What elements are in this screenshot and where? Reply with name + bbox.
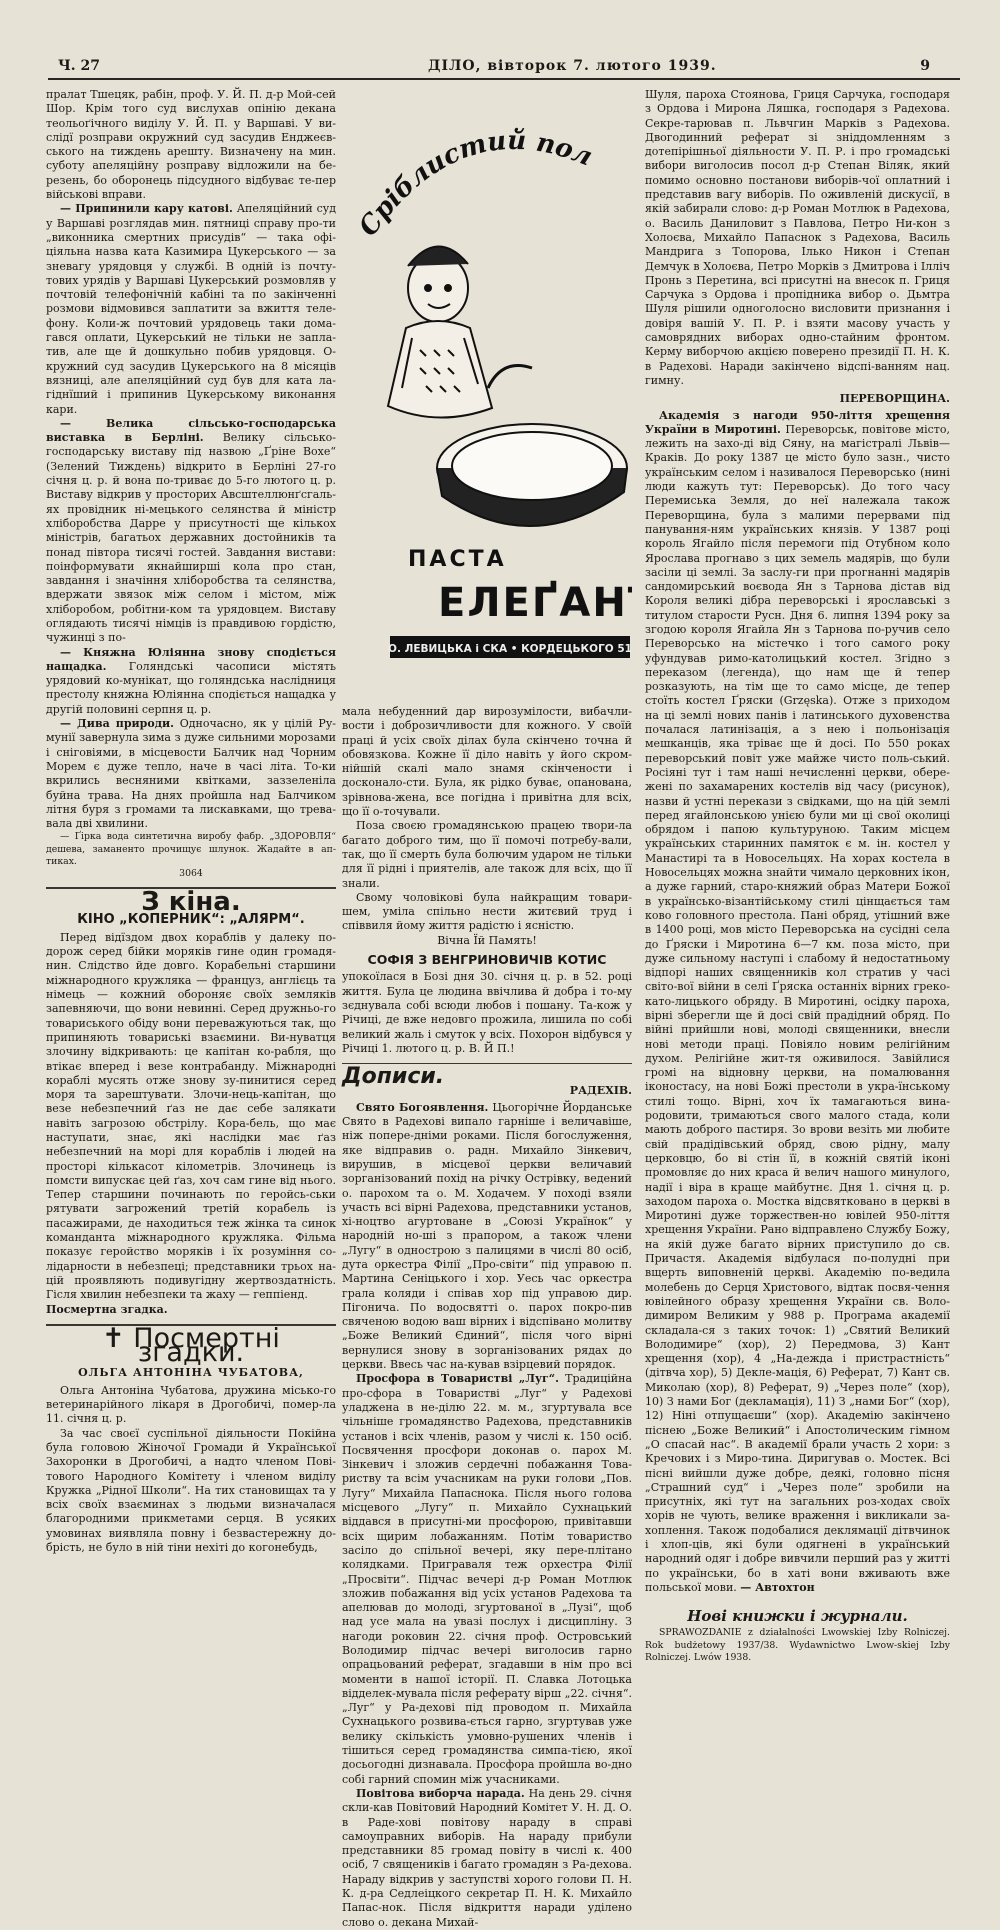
memory-phrase: Вічна Їй Память! [437, 933, 537, 947]
obituary-olga-continuation: мала небуденний дар вирозумілости, вибачли-вости і доброзичливости для кожного. У своїй праці й усіх своїх ділах була скінчено точна й обовязкова. Кожне її діло навіть у його скром-нійшій скалі мало знамя скінчености і досконало-сти. Була, як рідко буває, опанована, зрівнова-жена, все погідна і привітна для всіх, що її о-точували. [342, 705, 632, 819]
ad-slogan: Сріблистий пол [353, 125, 597, 242]
cinema-section-heading: З кіна. [141, 887, 241, 918]
ad-brand-line2: ЕЛЕҐАН [438, 580, 628, 626]
obituary-olga-p3: Поза своєю громадянською працею твори-ла багато доброго тим, що її помочі потребу-вали, так, що її смерть була болючим ударом не тільки для її рідні і приятелів, але також для всіх, що її знали. [342, 819, 632, 890]
report-prosfora-text: Традиційна про-сфора в Товаристві „Луг“ у Радехові уладжена в не-ділю 22. м. м., згуртувала все чільніше громадянство Радехова, представників установ і всіх членів, разом у числі к. 150 осіб. Посвячення просфори доконав о. парох М. Зінкевич і зложив сердечні побажання Това-риству та всім учасникам на руки голови „Пов. Лугу“ Михайла Папаснока. Після нього голова місцевого „Лугу“ п. Михайло Сухнацький віддався в присутні-ми просфорою, привітавши всіх щирим лобажанням. Потім товариство засіло до спільної вечері, яку пере-плітано колядками. Приграваля теж орхестра Філії „Просвіти“. Підчас вечері д-р Роман Мотлюк зложив побажання від усіх установ Радехова та апелював до молоді, згуртованої в „Лузі“, щоб над усе мала на увазі послух і дисципліну. З нагоди роковин 22. січня проф. Островський Володимир підчас вечері виголосив гарно опрацьований реферат, згадавши в нім про всі моменти в нашої історії. П. Славка Лотоцька відделек-мувала після реферату вірш „22. січня“. „Луг“ у Ра-дехові під проводом п. Михайла Сухнацького розвива-ється гарно, згуртував уже велику скількість умовно-рушених членів і тішиться серед громадянства симпа-тією, якої досьогодні дизнавала. Просфора пройшла во-дно собі гарний спомин між учасниками. [342, 1372, 633, 1786]
cinema-review-text: Перед відїздом двох кораблів у далеку по-дорож серед бійки моряків гине один громадя-нин. Слідство йде довго. Корабельні старшини міжнародного кружляка — француз, англієць та німець — кожний обороняє своїх земляків запевняючи, що вони невинні. Серед дружньо-го товариського обіду вони переважуються так, що припиняють товариські взаємини. Ви-нуватця злочину відкривають: це капітан ко-рабля, що втікає вперед і везе контрабанду. Міжнародні кораблі мусять отже знову зу-пинитися серед моря та зарештувати. Злочи-нець-капітан, що везе небезпечний ґаз не дає себе залякати навіть загрозою обстрілу. Кора-бель, що має наступати, знає, які наслідки має ґаз небезпечний на морі для кораблів і людей на просторі кількасот кілометрів. Злочинець із помсти випускає цей ґаз, хоч сам гине від нього. Тепер старшини починають по геройсь-ськи рятувати загрожений третій корабель із пасажирами, де находиться теж жінка та синок команданта міжнародного кружляка. Фільма показує геройство моряків і їх розуміння со-лідарности в небезпеці; представники трьох на-цій проявляють подивугідну жертвоздатність. Гісля хвилин небезпеки та жаху — геппіенд. [46, 930, 336, 1302]
news-exhibition [46, 417, 336, 646]
paper-dateline: ДІЛО, вівторок 7. лютого 1939. [428, 58, 717, 74]
issue-number: Ч. 27 [58, 58, 101, 74]
column-right [645, 88, 950, 1663]
obituary-name-olga: ОЛЬГА АНТОНІНА ЧУБАТОВА, [78, 1366, 304, 1380]
report-election-meeting-title: Повітова виборча нарада. [356, 1786, 525, 1800]
news-juliana-text: Голяндські часописи містять урядовий ко-мунікат, що голяндська наслідниця престолу княжна Юліянна сподіється нащадка у другій половині серпня ц. р. [46, 659, 337, 716]
news-nature [46, 717, 336, 831]
dateline-radekhiv: РАДЕХІВ. [569, 1084, 632, 1098]
classified-ad-number: 3064 [179, 868, 203, 880]
news-nature-title: — Дива природи. [60, 717, 175, 731]
obituary-name-sofia: СОФІЯ З ВЕНГРИНОВИЧІВ КОТИС [367, 952, 607, 968]
new-books-heading: Нові книжки і журнали. [687, 1607, 908, 1626]
report-epiphany-title: Свято Богоявлення. [356, 1100, 489, 1114]
report-prosfora [342, 1372, 632, 1787]
report-prosfora-title: Просфора в Товаристві „Луг“. [356, 1372, 559, 1386]
page-header [48, 56, 960, 80]
report-epiphany-text: Цьогорічне Йорданське Свято в Радехові випало гарніше і величавіше, ніж попере-дніми роками. Після богослуження, яке відправив о. радн. Михайло Зінкевич, вирушив, в місцевої церкви величавий зорганізований похід на річку Острівку, ведений о. парохом та о. М. Ходачем. У поході взяли участь всі вірні Радехова, представники установ, хі-ноцтво агуртоване в „Союзі Українок“ у народній но-шi з прапором, а також члени „Лугу“ в однострою з палицями в числі 80 осіб, дута оркестра Філії „Про-світи“ під управою п. Мартина Сеніцького і хор. Уесь час оркестра грала коляди і співав хор під управою дир. Пігонича. По водосвятті о. парох покро-пив свяченою водою ваш вірних і відспівано молитву „Боже Великий Єдиний“, після чого вірні вернулися знову в зорганізованих рядах до церкви. Ввесь час на-кував взірцевий порядок. [342, 1100, 633, 1372]
report-election-meeting-text: На день 29. січня скли-кав Повітовий Народний Комітет У. Н. Д. О. в Раде-хові повітову нараду в справі самоуправних виборів. На нараду прибули представники 85 громад повіту в числі к. 400 осіб, 7 священиків і багато громадян з Ра-дехова. Нараду відкрив у заступстві хорого голови П. Н. К. д-ра Седлеіцкого секретар П. Н. К. Михайло Папас-нок. Після відкриття наради уділено слово о. декана Михай- [342, 1786, 632, 1929]
boy-figure [388, 246, 532, 417]
cross-icon: ✝ [102, 1322, 125, 1354]
report-epiphany [342, 1101, 632, 1373]
obituary-olga-p4: Свому чоловікові була найкращим товари-шем, уміла спільно нести житєвий труд і співвиля йому життя радістю і ясністю. [342, 890, 632, 933]
obituary-olga-p2: За час своєї суспільної діяльности Покійна була головою Жіночої Громади й Української Захоронки в Дрогобичі, а надто членом Пові-тового Народного Комітету і членом виділу Кружка „Рідної Школи“. На тих становищах та у всіх своїх взаєминах з людьми визначалася благородними прикметами серця. В усяких умовинах виявляла повну і безвастережну до-брість, не було в ній тіни нехіті до когонебудь, [46, 1426, 336, 1555]
news-exhibition-title: — Велика сільсько-господарська виставка в Берліні. [46, 416, 336, 445]
news-juliana [46, 646, 336, 717]
column-middle [342, 705, 633, 1929]
obituaries-heading-text: Посмертні згадки. [133, 1322, 280, 1369]
cinema-review-title: КІНО „КОПЕРНИК“: „АЛЯРМ“. [77, 911, 305, 927]
cinema-review-signature: Посмертна згадка. [46, 1302, 168, 1316]
report-academy-author: — Автохтон [740, 1580, 815, 1594]
polish-tin [437, 424, 627, 526]
news-kat-text: Апеляційний суд у Варшаві розглядав мин. пятниці справу про-ти „виконника смертних присудів“ — така офі-ціяльна назва ката Казимира Цукерського — за зневагу урядовця у службі. В одній із почту-тових урядів у Варшаві Цукерський розмовляв у почтовій телефонічній кабіні та по закінченні розмови відмовився заплатити за вжиття теле-фону. Коли-ж почтовий урядовець таки дома-гався оплати, Цукерський не тільки не запла-тив, але ще й дошкульно побив урядовця. О-кружний суд засудив Цукерського на 8 місяців вязниці, але апеляційний суд був для ката ла-гіднїший і припинив Цукерському виконання кари. [46, 202, 337, 416]
news-nature-text: Одночасно, як у цілій Ру-мунії завернула зима з дуже сильними морозами і сніговіями, в місцевости Балчик над Чорним Морем є дуже тепло, наче в часі літа. То-ки вкрились весняними квітками, заззеленіла буйна трава. На днях пройшла над Балчиком літня буря з громами та лискавками, що трева-вала дві хвилини. [46, 717, 337, 831]
news-kat [46, 202, 336, 416]
report-academy [645, 409, 950, 1596]
news-kat-title: — Припинили кару катові. [60, 202, 233, 216]
book-listing: SPRAWOZDANIE z działalności Lwowskiej Izby Rolniczej. Rok budżetowy 1937/38. Wydawnictwo Lwow-skiej Izby Rolniczej. Lwów 1938. [645, 1627, 950, 1663]
article-continuation: пралат Тшецяк, рабін, проф. У. Й. П. д-р Мой-сей Шор. Крім того суд вислухав опінію декана теольоґічного виділу У. Й. П. у Варшаві. У ви-слідї розправи окружний суд засудив Енджеєв-ського на тиждень арешту. Визначену на мин. суботу апеляційну розправу відложили на бе-резень, бо оборонець підсудного відбуває те-пер військові вправи. [46, 88, 336, 202]
obituary-olga-p1: Ольга Антоніна Чубатова, дружина місько-го ветеринарійного лікаря в Дрогобичі, помер-ла 11. січня ц. р. [46, 1383, 336, 1426]
obituary-sofia-text: упокоїлася в Бозі дня 30. січня ц. р. в 52. році життя. Була це людина ввічлива й добра і то-му зєднувала собі всюди любов і пошану. Та-кож у Річиці, де вже недовго прожила, лишила по собі великий жаль і смуток у всіх. Похорон відбувся у Річиці 1. лютого ц. р. В. Й П.! [342, 970, 632, 1055]
classified-ad: — Ґірка вода синтетична виробу фабр. „ЗДОРОВЛЯ“ дешева, заманенто прочищує шлунок. Жадайте в ап-тиках. [46, 831, 336, 867]
report-election-continuation: Шуля, пароха Стоянова, Гриця Сарчука, господаря з Ордова і Мирона Ляшка, господаря з Радехова. Секре-тарював п. Львчгин Марків з Радехова. Двогодинний реферат зі зніддомленням з дотепірішньої діяльности У. П. Р. і про громадські вибори виголосив посол д-р Степан Віляк, який помимо основно постанови виборів-чої оплатний і представив вагу виборів. По оживленій дискусії, в якій забирали слово: д-р Роман Мотлюк в Радехова, о. Василь Даниловит з Павлова, Петро Ни-кон з Холоєва, Михайло Папаснок з Радехова, Василь Мандрига з Топорова, Ілько Никон і Степан Демчук в Холоєва, Петро Морків з Дмитрова і Ілліч Пронь з Перетина, всі присутні на внесок п. Гриця Сарчука з Ордова і пропідника вибор о. Дьмтра Шуля рішили одноголосно висловити признання і довіря вашій У. П. Р. і взяти масову участь у самоврядних виборах одно-стайним фронтом. Керму виборчою акцією поверено президії П. Н. К. в Радехові. Наради закінчено відспі-ванням нац. гимну. [645, 88, 950, 387]
dateline-perevorshchyna: ПЕРЕВОРЩИНА. [839, 392, 950, 406]
correspondence-heading: Дописи. [342, 1064, 445, 1090]
report-election-meeting [342, 1787, 632, 1930]
page-number: 9 [920, 58, 930, 74]
ad-maker: О. ЛЕВИЦЬКА і СКА • КОРДЕЦЬКОГО 51 [388, 643, 632, 655]
column-left [46, 88, 337, 1555]
news-juliana-title: — Княжна Юліянна знову сподіється нащадка. [46, 645, 336, 673]
ad-brand-line1: ПАСТА [408, 547, 507, 572]
advertisement-elegant-paste [342, 88, 632, 692]
report-academy-title: Академія з нагоди 950-ліття хрещення України в Миротині. [645, 408, 950, 436]
ad-illustration [342, 88, 632, 692]
report-academy-text: Переворськ, повітове місто, лежить на захо-ді від Сяну, на магістралі Львів—Краків. До року 1387 це місто було зазн., чисто українським селом і називалося Переворсько (нині люди кажуть тут: Переворськ). До того часу Перемиська Земля, до неї належала також Переворщина, була з малими перервами під панування-ням українських князів. У 1387 році король Ягайло після перемоги під Отубном коло Ярослава прогнаво з цих земель мадярів, що були засіли ці землі. За заслу-ги при прогнанні мадярів сандомирський воєвода Ян з Тарнова дістав від Короля великі дібра переворські і ярославські з титулом старости Русн. Дня 6. липня 1394 року за згодою короля Ягайла Ян з Тарнова по-ручив селo Переворсько на містечко і того самого року уфундував римо-католицький костел. Згідно з переказом (легенда), що нам ще й тепер розказують, на тім ще то само місце, де тепер стоїть костел Ґряски (Grzęska). Отже з приходом на ці землі нових панів і латинського духовенства почалася латинізація, а з нею і польонізація мешканців, яка тріває ще й досі. По 550 роках переворський повіт уже майже чисто поль-ський. Росіяні тут і там наші нечисленні церкви, обере-жені по захамарених костелів від часу (рисунок), назви й устні перекази з свідками, що на цій землі перед ягайлонською унією були ми ці свої околиці обрядом і папою культуруною. Таким місцем українських старинних памяток є м. ін. костел у Манастирі та в Новосельцях. На хорах костела в Новосельцях можна знайти чимало церковних ікон, а дуже гарний, старо-княжий образ Матери Божої в українсько-візантійському стилі цінщається там ково головного престола. Пані обряд, утішний вже в 1400 році, мов місто Переворська на сусідні села до Ґряски і Миротина 6—7 км. поза місто, при дуже сильному наступі і слабому й недостатньому відпорі наших священників кол стратив у часі світо-вої війни в селі Ґряска останніх вірних греко-като-лицького обряду. В Миротині, осідку пароха, вірні зберегли ще й досі свій прадідний обряд. По війні прийшли нові, молоді священники, внесли нові методи праці. Повіяло новим релігійним духом. Релігійне жит-тя оживилося. Завійлися громі на відновну церкви, на помалювання іконостасу, на нові Божі престоли в укра-їнському стилі тощо. Вірні, хоч їх тамагаються вина-родовити, тримаються свого малого стада, коли мають доброго пастиря. Зо врови везіть ми любите свій прадідівський обряд, свою рідну, малу церковцю, бо ві стін її, в кожній святій іконі промовляє до них краса й велич нашого минулого, надії і віра в краще майбутнє. Дня 1. січня ц. р. заходом пароха о. Мостка відсвятковано в церкві в Миротині дуже торжествен-но ювілей 950-ліття хрещення України. Рано відправлено Службу Божу, на якій дуже багато вірних приступило до св. Причастя. Академія відбулася по-полудні при вщерть виповненій церкві. Академію по-ведила молебень до Серця Христового, відтак посвя-чення ювілейного образу хрещення України св. Воло-димиром Великим у 988 р. Програма академії складала-ся з таких точок: 1) „Святий Великий Володимире“ (хор), 2) Передмова, 3) Кант хрещення (хор), 4 „На-дежда і пристрастність“ (дітвча хор), 5) Декле-мація, 6) Реферат, 7) Кант св. Миколаю (хор), 8) Реферат, 9) „Через поле“ (хор), 10) З нами Бог (декламація), 11) З „нами Бог“ (хор), 12) Ніні отпущаєши“ (хор). Академію закінчено піснею „Боже Великий“ і Апостолическим гімном „О спасай нас“. В академії брали участь 2 хори: з Кречових і з Миро-тина. Диригував о. Мостек. Всі пісні вийшли дуже добре, деякі, головно пісня „Страшний суд“ і „Через поле“ зробили на присутніх, які тут на загальних роз-ходах своїх хорів не чують, велике враження і викликали за-хоплення. Також подобалися деклямації дітвчинок і хлоп-ців, які були одягнені в український народний одяг і добре вивчили перший раз у житті по українськи, бо в хаті вони вживають вже польської мови. [645, 422, 950, 1594]
obituaries-heading [46, 1322, 336, 1369]
news-exhibition-text: Велику сільсько-господарську виставу під назвою „Ґріне Вохе“ (Зелений Тиждень) відкрито в Берліні 27-го січня ц. р. й вона по-триває до 5-го лютого ц. р. Виставу відкрив у просторих Авсштеллюнґсгаль-ях провідник ні-мецького селянства й міністр хліборобства Дарре у присутності ще кількох міністрів, багатьох державних достойників та понад півтора тисячі гостей. Завдання вистави: поінформувати якнайширші кола про стан, завдання і значіння хліборобства та селянства, вдержати звязок між селом і містом, між хліборобом, робітни-ком та урядовцем. Виставу оглядають тисячі німців із правдивою гордістю, чужинці з по- [46, 431, 337, 645]
